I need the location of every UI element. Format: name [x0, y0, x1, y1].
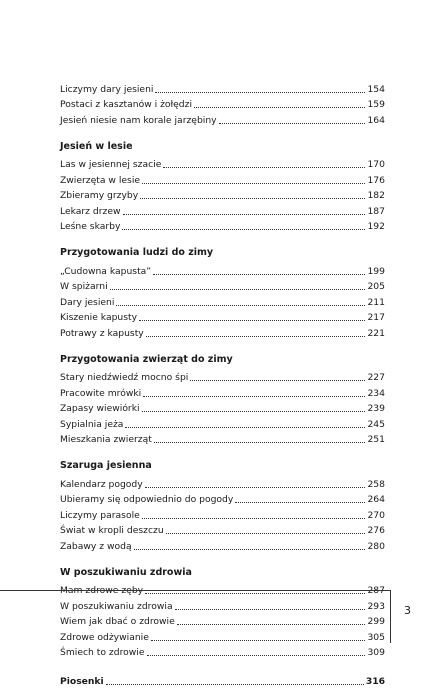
toc-entry-label: Kiszenie kapusty [60, 312, 138, 323]
toc-entry-page: 280 [367, 540, 385, 552]
toc-entry-label: Las w jesiennej szacie [60, 159, 162, 170]
dot-leader [175, 609, 366, 610]
toc-entry [60, 491, 385, 507]
dot-leader [146, 336, 366, 337]
toc-entry [60, 597, 385, 613]
footer-vertical-rule [390, 590, 391, 643]
toc-entry-label: Zbieramy grzyby [60, 190, 139, 201]
toc-entry-page: 187 [367, 205, 385, 217]
toc-entry-page: 305 [367, 631, 385, 643]
page-number: 3 [404, 604, 411, 617]
toc-entry [60, 309, 385, 325]
toc-entry-page: 293 [367, 600, 385, 612]
toc-entry-label: Postaci z kasztanów i żołędzi [60, 99, 193, 110]
toc-entry-label: Liczymy dary jesieni [60, 83, 154, 95]
toc-entry-label: Wiem jak dbać o zdrowie [60, 616, 175, 627]
toc-entry [60, 171, 385, 187]
toc-entry-page: 245 [367, 418, 385, 430]
toc-entry-page: 299 [367, 616, 385, 627]
toc-entry-page: 258 [367, 478, 385, 490]
toc-entry-label: W poszukiwaniu zdrowia [60, 600, 173, 612]
toc-entry-page: 234 [367, 387, 385, 399]
dot-leader [142, 183, 365, 184]
toc-entry-label: Ubieramy się odpowiednio do pogody [60, 494, 234, 505]
toc-entry-page: 159 [367, 99, 385, 110]
toc-entry-page [367, 585, 385, 597]
toc-section [60, 246, 385, 340]
toc-entry-page: 176 [367, 174, 385, 186]
section-title: Jesień w lesie [60, 140, 133, 152]
toc-entry-page: 251 [367, 434, 385, 445]
dot-leader [142, 518, 366, 519]
toc-entry-label [60, 585, 143, 597]
toc-entry [60, 384, 385, 400]
table-of-contents [60, 80, 385, 688]
dot-leader [235, 502, 365, 503]
toc-section-continued [60, 80, 385, 127]
toc-entry [60, 324, 385, 340]
dot-leader [116, 305, 365, 306]
dot-leader [123, 214, 366, 215]
dot-leader [122, 229, 365, 230]
toc-entry-page: 182 [367, 190, 385, 201]
toc-entry [60, 522, 385, 538]
toc-entry-page: 192 [367, 221, 385, 232]
toc-entry-label: Śmiech to zdrowie [60, 647, 145, 658]
toc-entry-label: Zwierzęta w lesie [60, 174, 141, 186]
toc-entry [60, 111, 385, 127]
toc-entry-label: Zapasy wiewiórki [60, 403, 140, 414]
dot-leader [153, 274, 365, 275]
footer-rule [0, 590, 390, 591]
dot-leader [163, 167, 365, 168]
toc-entry [60, 156, 385, 172]
toc-entry-label: Zabawy z wodą [60, 540, 132, 552]
toc-entry-songs [60, 672, 385, 688]
toc-entry-label: Zdrowe odżywianie [60, 631, 149, 643]
dot-leader [154, 442, 366, 443]
toc-entry-label: Sypialnia jeża [60, 418, 124, 430]
toc-entry [60, 202, 385, 218]
toc-entry-label: Lekarz drzew [60, 205, 121, 217]
toc-entry-page: 309 [367, 647, 385, 658]
toc-entry-page: 164 [367, 114, 385, 126]
toc-entry-page: 154 [367, 83, 385, 95]
dot-leader [106, 684, 364, 685]
toc-entry-label: Świat w kropli deszczu [60, 525, 164, 536]
dot-leader [110, 289, 366, 290]
toc-section [60, 459, 385, 553]
toc-entry [60, 80, 385, 96]
toc-entry [60, 431, 385, 447]
toc-entry-page: 217 [367, 312, 385, 323]
toc-entry [60, 293, 385, 309]
dot-leader [145, 593, 365, 594]
toc-entry [60, 537, 385, 553]
toc-entry [60, 613, 385, 629]
toc-entry [60, 415, 385, 431]
toc-entry [60, 644, 385, 660]
dot-leader [194, 107, 365, 108]
toc-entry-page: 316 [365, 675, 385, 687]
section-title: W poszukiwaniu zdrowia [60, 566, 192, 578]
toc-entry-page: 276 [367, 525, 385, 536]
toc-entry-page: 199 [367, 265, 385, 277]
toc-entry-label: Jesień niesie nam korale jarzębiny [60, 114, 217, 126]
section-title: Przygotowania zwierząt do zimy [60, 353, 233, 365]
dot-leader [219, 123, 366, 124]
toc-entry [60, 369, 385, 385]
dot-leader [190, 380, 365, 381]
dot-leader [147, 655, 366, 656]
toc-entry-label: „Cudowna kapusta” [60, 265, 152, 277]
dot-leader [143, 396, 365, 397]
toc-entry-label: Kalendarz pogody [60, 478, 143, 490]
toc-entry-label: Piosenki [60, 675, 104, 687]
toc-entry-page: 211 [367, 296, 385, 308]
toc-entry-page: 264 [367, 494, 385, 505]
dot-leader [142, 411, 366, 412]
toc-entry [60, 628, 385, 644]
toc-entry-label: Mieszkania zwierząt [60, 434, 152, 445]
toc-entry-label: Pracowite mrówki [60, 387, 142, 399]
toc-entry [60, 96, 385, 112]
dot-leader [139, 320, 365, 321]
toc-entry-label: Stary niedźwiedź mocno śpi [60, 372, 189, 383]
toc-entry [60, 218, 385, 234]
dot-leader [177, 624, 366, 625]
dot-leader [155, 92, 365, 93]
toc-section [60, 566, 385, 660]
toc-entry-label: Liczymy parasole [60, 509, 140, 521]
dot-leader [125, 427, 365, 428]
toc-entry [60, 262, 385, 278]
toc-entry [60, 506, 385, 522]
toc-entry-page: 170 [367, 159, 385, 170]
section-title: Przygotowania ludzi do zimy [60, 247, 214, 258]
toc-entry-page: 227 [367, 372, 385, 383]
dot-leader [151, 640, 366, 641]
dot-leader [145, 487, 366, 488]
toc-section [60, 353, 385, 447]
toc-entry [60, 475, 385, 491]
toc-entry-label: Dary jesieni [60, 296, 115, 308]
toc-entry-label: W spiżarni [60, 281, 108, 292]
toc-entry-page: 270 [367, 509, 385, 521]
dot-leader [134, 549, 366, 550]
toc-entry-label: Potrawy z kapusty [60, 327, 144, 339]
dot-leader [140, 198, 365, 199]
toc-section [60, 140, 385, 234]
toc-entry-page: 205 [367, 281, 385, 292]
toc-entry [60, 400, 385, 416]
toc-entry-page: 239 [367, 403, 385, 414]
section-title: Szaruga jesienna [60, 460, 152, 471]
toc-entry-page: 221 [367, 327, 385, 339]
toc-entry [60, 187, 385, 203]
toc-entry [60, 278, 385, 294]
dot-leader [166, 533, 366, 534]
toc-entry-label: Leśne skarby [60, 221, 121, 232]
